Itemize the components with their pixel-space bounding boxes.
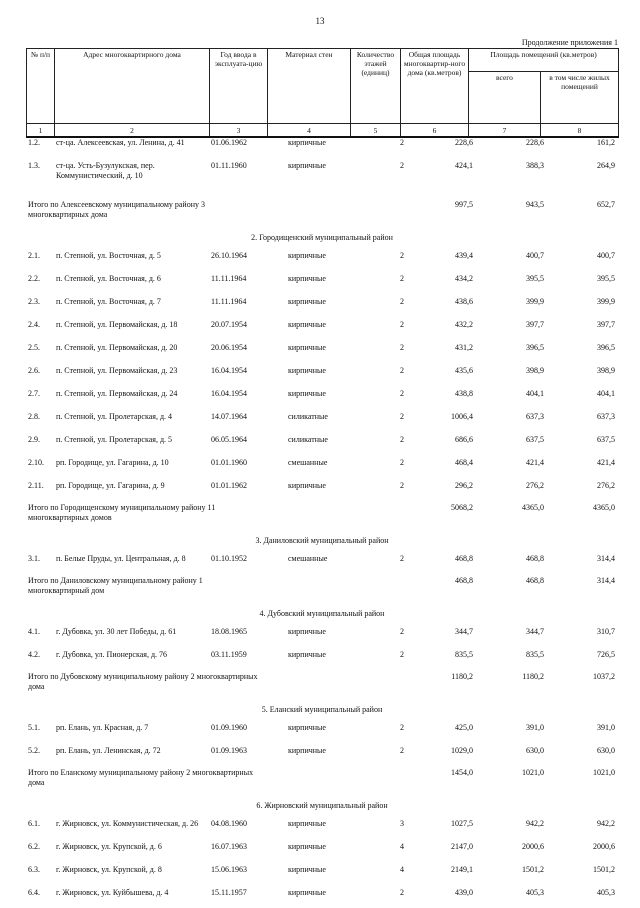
row-floors: 2 (400, 627, 404, 636)
row-premises-total: 395,5 (526, 274, 544, 283)
row-floors: 4 (400, 842, 404, 851)
row-year: 01.01.1960 (211, 458, 247, 467)
table-row (26, 294, 618, 317)
subtotal-premises: 1180,2 (522, 672, 544, 681)
row-year: 01.01.1962 (211, 481, 247, 490)
row-premises-total: 1501,2 (522, 865, 544, 874)
row-living-area: 421,4 (597, 458, 615, 467)
row-total-area: 1006,4 (451, 412, 473, 421)
row-year: 14.07.1964 (211, 412, 247, 421)
row-year: 01.10.1952 (211, 554, 247, 563)
row-premises-total: 228,6 (526, 138, 544, 147)
subtotal-living: 1021,0 (593, 768, 615, 777)
row-living-area: 630,0 (597, 746, 615, 755)
table-row (26, 135, 618, 158)
row-address: г. Жирновск, ул. Коммунистическая, д. 26 (56, 819, 199, 828)
scan-dot: . (118, 859, 120, 865)
row-address: п. Степной, ул. Первомайская, д. 18 (56, 320, 178, 329)
row-year: 20.06.1954 (211, 343, 247, 352)
row-premises-total: 388,3 (526, 161, 544, 170)
row-year: 16.07.1963 (211, 842, 247, 851)
row-premises-total: 835,5 (526, 650, 544, 659)
row-living-area: 399,9 (597, 297, 615, 306)
table-row (26, 432, 618, 455)
row-year: 11.11.1964 (211, 274, 247, 283)
row-premises-total: 630,0 (526, 746, 544, 755)
row-floors: 3 (400, 819, 404, 828)
row-material: кирпичные (288, 481, 326, 490)
row-material: кирпичные (288, 865, 326, 874)
row-address: п. Степной, ул. Первомайская, д. 23 (56, 366, 178, 375)
row-total-area: 439,4 (455, 251, 473, 260)
table-row (26, 340, 618, 363)
row-number: 2.8. (28, 412, 40, 421)
row-year: 01.06.1962 (211, 138, 247, 147)
row-total-area: 439,0 (455, 888, 473, 897)
row-living-area: 310,7 (597, 627, 615, 636)
subtotal-label: Итого по Дубовскому муниципальному району 2 многоквартирных дома (28, 672, 258, 691)
column-number: 8 (541, 124, 619, 138)
row-floors: 2 (400, 366, 404, 375)
subtotal-premises: 1021,0 (522, 768, 544, 777)
row-number: 5.2. (28, 746, 40, 755)
header-year: Год ввода в эксплуата-цию (210, 49, 268, 124)
row-address: рп. Елань, ул. Красная, д. 7 (56, 723, 149, 732)
row-total-area: 344,7 (455, 627, 473, 636)
row-premises-total: 400,7 (526, 251, 544, 260)
row-total-area: 468,8 (455, 554, 473, 563)
column-number: 5 (351, 124, 401, 138)
row-floors: 2 (400, 251, 404, 260)
subtotal-area: 1454,0 (451, 768, 473, 777)
row-premises-total: 637,3 (526, 412, 544, 421)
column-number: 6 (401, 124, 469, 138)
row-total-area: 228,6 (455, 138, 473, 147)
table-row (26, 363, 618, 386)
continuation-note: Продолжение приложения 1 (521, 38, 618, 47)
row-material: кирпичные (288, 366, 326, 375)
row-year: 11.11.1964 (211, 297, 247, 306)
row-floors: 2 (400, 274, 404, 283)
table-body (26, 135, 618, 908)
row-material: кирпичные (288, 343, 326, 352)
header-premises-total: всего (469, 72, 541, 124)
subtotal-area: 5068,2 (451, 503, 473, 512)
table-row (26, 271, 618, 294)
row-floors: 2 (400, 554, 404, 563)
row-number: 2.6. (28, 366, 40, 375)
subtotal-living: 4365,0 (593, 503, 615, 512)
subtotal-label: Итого по Городищенскому муниципальному району 11 многоквартирных домов (28, 503, 216, 522)
row-floors: 2 (400, 297, 404, 306)
row-address: г. Дубовка, ул. Пионерская, д. 76 (56, 650, 168, 659)
row-number: 6.4. (28, 888, 40, 897)
table-row (26, 248, 618, 271)
table-row (26, 743, 618, 766)
row-total-area: 438,6 (455, 297, 473, 306)
row-floors: 2 (400, 435, 404, 444)
row-total-area: 2147,0 (451, 842, 473, 851)
row-address: п. Белые Пруды, ул. Центральная, д. 8 (56, 554, 186, 563)
district-heading: 3. Даниловский муниципальный район (255, 536, 389, 545)
column-number: 7 (469, 124, 541, 138)
row-floors: 2 (400, 389, 404, 398)
row-number: 2.5. (28, 343, 40, 352)
row-premises-total: 276,2 (526, 481, 544, 490)
column-number: 1 (27, 124, 55, 138)
row-address: п. Степной, ул. Пролетарская, д. 5 (56, 435, 173, 444)
row-number: 6.2. (28, 842, 40, 851)
table-row (26, 839, 618, 862)
column-number: 3 (210, 124, 268, 138)
row-material: смешанные (288, 458, 328, 467)
row-number: 3.1. (28, 554, 40, 563)
row-total-area: 835,5 (455, 650, 473, 659)
row-address: рп. Городище, ул. Гагарина, д. 10 (56, 458, 169, 467)
subtotal-premises: 4365,0 (522, 503, 544, 512)
row-address: г. Жирновск, ул. Крупской, д. 8 (56, 865, 162, 874)
row-year: 20.07.1954 (211, 320, 247, 329)
row-number: 2.3. (28, 297, 40, 306)
row-number: 6.3. (28, 865, 40, 874)
subtotal-label: Итого по Даниловскому муниципальному району 1 многоквартирный дом (28, 576, 203, 595)
header-total-area: Общая площадь многоквартир-ного дома (кв.метров) (401, 49, 469, 124)
row-total-area: 2149,1 (451, 865, 473, 874)
subtotal-row (26, 766, 618, 796)
row-number: 5.1. (28, 723, 40, 732)
row-number: 2.2. (28, 274, 40, 283)
row-premises-total: 468,8 (526, 554, 544, 563)
row-living-area: 396,5 (597, 343, 615, 352)
header-number: № п/п (27, 49, 55, 124)
row-premises-total: 942,2 (526, 819, 544, 828)
row-material: кирпичные (288, 297, 326, 306)
row-floors: 2 (400, 138, 404, 147)
row-address: г. Дубовка, ул. 30 лет Победы, д. 61 (56, 627, 177, 636)
table-row (26, 551, 618, 574)
row-address: ст-ца. Усть-Бузулукская, пер. Коммунистический, д. 10 (56, 161, 155, 180)
row-total-area: 432,2 (455, 320, 473, 329)
row-premises-total: 405,3 (526, 888, 544, 897)
subtotal-label: Итого по Алексеевскому муниципальному району 3 многоквартирных дома (28, 200, 205, 219)
row-material: кирпичные (288, 320, 326, 329)
district-heading: 2. Городищенский муниципальный район (251, 233, 393, 242)
row-premises-total: 399,9 (526, 297, 544, 306)
row-living-area: 397,7 (597, 320, 615, 329)
row-material: кирпичные (288, 138, 326, 147)
row-total-area: 438,8 (455, 389, 473, 398)
table-row (26, 158, 618, 198)
column-number: 2 (55, 124, 210, 138)
table-row (26, 647, 618, 670)
table-row (26, 317, 618, 340)
header-premises-living: в том числе жилых помещений (541, 72, 619, 124)
row-year: 16.04.1954 (211, 389, 247, 398)
row-material: кирпичные (288, 819, 326, 828)
row-premises-total: 397,7 (526, 320, 544, 329)
table-row (26, 455, 618, 478)
subtotal-row (26, 574, 618, 604)
row-living-area: 404,1 (597, 389, 615, 398)
row-floors: 4 (400, 865, 404, 874)
row-material: кирпичные (288, 888, 326, 897)
row-floors: 2 (400, 458, 404, 467)
row-material: кирпичные (288, 274, 326, 283)
row-premises-total: 2000,6 (522, 842, 544, 851)
row-material: кирпичные (288, 161, 326, 170)
row-material: кирпичные (288, 251, 326, 260)
row-material: кирпичные (288, 389, 326, 398)
row-premises-total: 404,1 (526, 389, 544, 398)
row-year: 16.04.1954 (211, 366, 247, 375)
row-living-area: 400,7 (597, 251, 615, 260)
subtotal-living: 652,7 (597, 200, 615, 209)
row-address: рп. Городище, ул. Гагарина, д. 9 (56, 481, 165, 490)
subtotal-row (26, 501, 618, 531)
row-living-area: 405,3 (597, 888, 615, 897)
row-number: 2.4. (28, 320, 40, 329)
row-address: п. Степной, ул. Восточная, д. 7 (56, 297, 161, 306)
row-floors: 2 (400, 412, 404, 421)
row-total-area: 1027,5 (451, 819, 473, 828)
row-address: п. Степной, ул. Пролетарская, д. 4 (56, 412, 173, 421)
row-number: 2.10. (28, 458, 44, 467)
row-living-area: 276,2 (597, 481, 615, 490)
row-floors: 2 (400, 481, 404, 490)
row-number: 4.2. (28, 650, 40, 659)
header-floors: Количество этажей (единиц) (351, 49, 401, 124)
subtotal-label: Итого по Еланскому муниципальному району 2 многоквартирных дома (28, 768, 254, 787)
row-material: кирпичные (288, 842, 326, 851)
table-row (26, 409, 618, 432)
table-row (26, 816, 618, 839)
row-total-area: 424,1 (455, 161, 473, 170)
row-living-area: 2000,6 (593, 842, 615, 851)
row-number: 2.11. (28, 481, 44, 490)
subtotal-row (26, 198, 618, 228)
page-number: 13 (315, 16, 325, 26)
row-floors: 2 (400, 723, 404, 732)
row-living-area: 942,2 (597, 819, 615, 828)
row-address: п. Степной, ул. Первомайская, д. 24 (56, 389, 178, 398)
row-floors: 2 (400, 161, 404, 170)
row-living-area: 398,9 (597, 366, 615, 375)
row-total-area: 1029,0 (451, 746, 473, 755)
table-row (26, 386, 618, 409)
subtotal-area: 468,8 (455, 576, 473, 585)
row-material: кирпичные (288, 723, 326, 732)
row-premises-total: 396,5 (526, 343, 544, 352)
row-address: п. Степной, ул. Первомайская, д. 20 (56, 343, 178, 352)
row-number: 1.2. (28, 138, 40, 147)
row-number: 1.3. (28, 161, 40, 170)
row-living-area: 161,2 (597, 138, 615, 147)
column-number: 4 (268, 124, 351, 138)
row-number: 2.9. (28, 435, 40, 444)
subtotal-living: 1037,2 (593, 672, 615, 681)
row-year: 15.06.1963 (211, 865, 247, 874)
table-header (26, 48, 619, 138)
row-year: 18.08.1965 (211, 627, 247, 636)
row-floors: 2 (400, 650, 404, 659)
subtotal-row (26, 670, 618, 700)
table-row (26, 624, 618, 647)
row-year: 03.11.1959 (211, 650, 247, 659)
table-row (26, 862, 618, 885)
row-premises-total: 391,0 (526, 723, 544, 732)
subtotal-area: 1180,2 (451, 672, 473, 681)
row-year: 04.08.1960 (211, 819, 247, 828)
row-address: п. Степной, ул. Восточная, д. 5 (56, 251, 161, 260)
row-number: 2.7. (28, 389, 40, 398)
subtotal-premises: 468,8 (526, 576, 544, 585)
row-floors: 2 (400, 888, 404, 897)
district-heading: 6. Жирновский муниципальный район (256, 801, 388, 810)
row-total-area: 686,6 (455, 435, 473, 444)
district-heading: 4. Дубовский муниципальный район (259, 609, 385, 618)
header-address: Адрес многоквартирного дома (55, 49, 210, 124)
row-total-area: 425,0 (455, 723, 473, 732)
row-number: 6.1. (28, 819, 40, 828)
subtotal-premises: 943,5 (526, 200, 544, 209)
table-row (26, 720, 618, 743)
row-material: силикатные (288, 412, 328, 421)
district-heading: 5. Еланский муниципальный район (261, 705, 383, 714)
row-year: 01.11.1960 (211, 161, 247, 170)
subtotal-living: 314,4 (597, 576, 615, 585)
row-living-area: 637,3 (597, 412, 615, 421)
row-material: смешанные (288, 554, 328, 563)
row-premises-total: 398,9 (526, 366, 544, 375)
row-living-area: 395,5 (597, 274, 615, 283)
row-living-area: 726,5 (597, 650, 615, 659)
row-address: п. Степной, ул. Восточная, д. 6 (56, 274, 161, 283)
header-premises-area: Площадь помещений (кв.метров) (469, 49, 619, 72)
row-total-area: 296,2 (455, 481, 473, 490)
row-living-area: 264,9 (597, 161, 615, 170)
row-living-area: 314,4 (597, 554, 615, 563)
row-number: 4.1. (28, 627, 40, 636)
row-year: 01.09.1960 (211, 723, 247, 732)
row-total-area: 468,4 (455, 458, 473, 467)
row-address: рп. Елань, ул. Ленинская, д. 72 (56, 746, 161, 755)
row-year: 06.05.1964 (211, 435, 247, 444)
row-premises-total: 421,4 (526, 458, 544, 467)
row-address: г. Жирновск, ул. Крупской, д. 6 (56, 842, 162, 851)
row-material: кирпичные (288, 650, 326, 659)
row-material: кирпичные (288, 746, 326, 755)
row-total-area: 434,2 (455, 274, 473, 283)
row-year: 01.09.1963 (211, 746, 247, 755)
row-floors: 2 (400, 320, 404, 329)
row-floors: 2 (400, 746, 404, 755)
row-living-area: 1501,2 (593, 865, 615, 874)
header-material: Материал стен (268, 49, 351, 124)
row-total-area: 431,2 (455, 343, 473, 352)
row-address: ст-ца. Алексеевская, ул. Ленина, д. 41 (56, 138, 185, 147)
row-number: 2.1. (28, 251, 40, 260)
row-living-area: 637,5 (597, 435, 615, 444)
table-row (26, 478, 618, 501)
subtotal-area: 997,5 (455, 200, 473, 209)
row-material: кирпичные (288, 627, 326, 636)
row-premises-total: 637,5 (526, 435, 544, 444)
row-material: силикатные (288, 435, 328, 444)
row-year: 26.10.1964 (211, 251, 247, 260)
row-total-area: 435,6 (455, 366, 473, 375)
row-premises-total: 344,7 (526, 627, 544, 636)
row-living-area: 391,0 (597, 723, 615, 732)
row-year: 15.11.1957 (211, 888, 247, 897)
row-floors: 2 (400, 343, 404, 352)
row-address: г. Жирновск, ул. Куйбышева, д. 4 (56, 888, 169, 897)
